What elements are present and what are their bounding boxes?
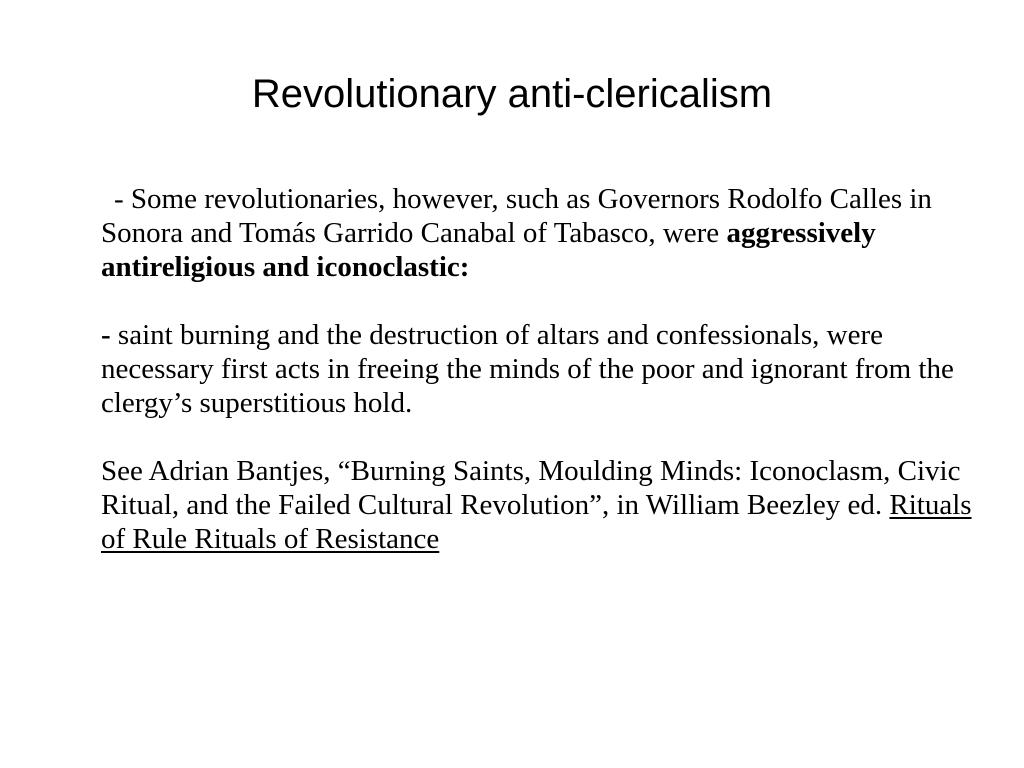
paragraph-governors <box>101 182 981 284</box>
paragraph-gap <box>101 420 981 454</box>
slide-body <box>101 182 981 556</box>
paragraph-governors-text: - Some revolutionaries, however, such as Governors Rodolfo Calles in Sonora and Tomás Garrido Canabal of Tabasco, were <box>101 183 932 249</box>
paragraph-citation <box>101 454 981 556</box>
paragraph-saint-burning <box>101 318 981 420</box>
paragraph-gap <box>101 284 981 318</box>
paragraph-citation-text: See Adrian Bantjes, “Burning Saints, Moulding Minds: Iconoclasm, Civic Ritual, and the Failed Cultural Revolution”, in William Beezley ed. <box>101 455 961 521</box>
paragraph-saint-burning-text: saint burning and the destruction of altars and confessionals, were necessary first acts in freeing the minds of the poor and ignorant from the clergy’s superstitious hold. <box>101 319 954 419</box>
paragraph-governors-bold: aggressively antireligious and iconoclastic: <box>101 217 876 283</box>
slide-title: Revolutionary anti-clericalism <box>251 72 773 116</box>
paragraph-saint-burning-dash: - <box>101 319 111 351</box>
citation-book-title: Rituals of Rule Rituals of Resistance <box>101 489 972 555</box>
